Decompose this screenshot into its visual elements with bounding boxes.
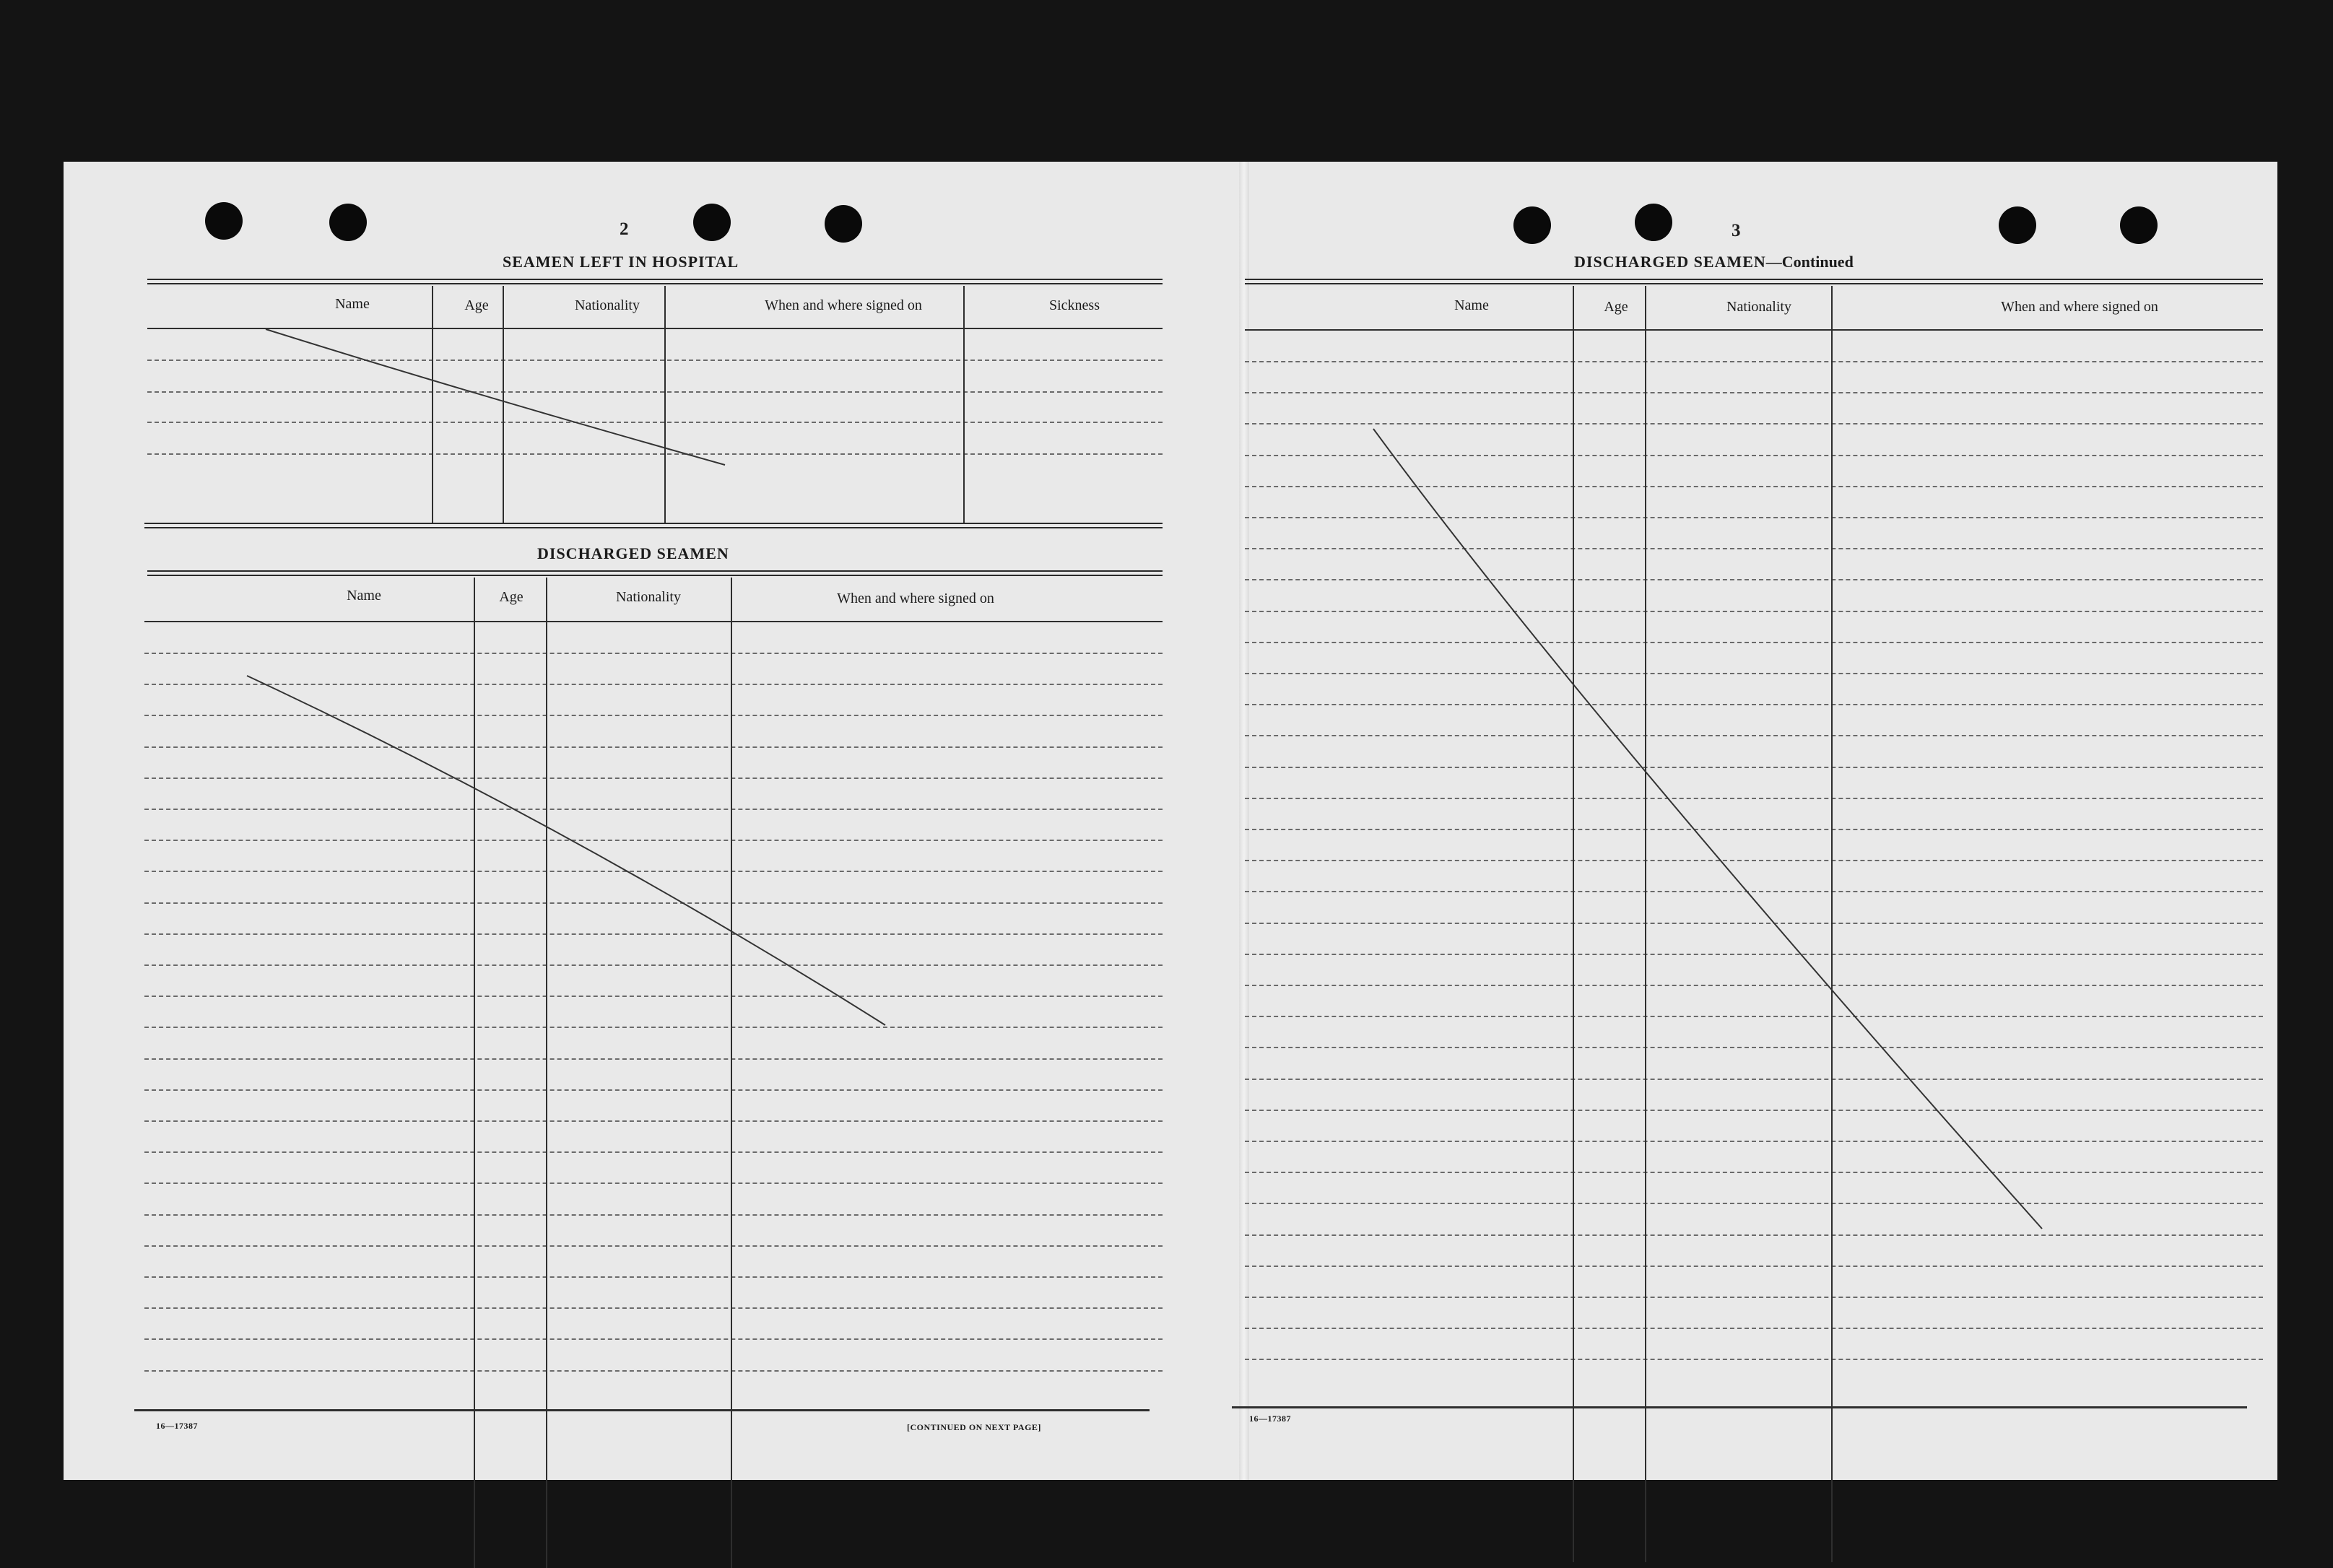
col-header-age: Age (464, 297, 489, 313)
document-sheet (64, 162, 2277, 1480)
right-cancel-stroke (1373, 429, 2042, 1229)
continued-suffix: —Continued (1765, 253, 1854, 271)
col-header-age: Age (499, 589, 523, 605)
col-header-signed-on: When and where signed on (837, 591, 994, 606)
form-code: 16—17387 (156, 1421, 198, 1431)
col-header-nationality: Nationality (616, 589, 681, 605)
col-header-nationality: Nationality (575, 297, 640, 313)
col-header-age: Age (1604, 299, 1628, 315)
form-code: 16—17387 (1249, 1414, 1291, 1424)
col-header-name: Name (347, 588, 381, 604)
discharged-section-title: DISCHARGED SEAMEN (537, 544, 729, 562)
col-header-sickness: Sickness (1049, 297, 1100, 313)
hospital-cancel-stroke (266, 329, 725, 465)
cancellation-strokes (64, 162, 2277, 1480)
hospital-section-title: SEAMEN LEFT IN HOSPITAL (503, 253, 739, 271)
col-header-signed-on: When and where signed on (2001, 299, 2158, 315)
col-header-name: Name (335, 296, 370, 312)
col-header-name: Name (1454, 297, 1489, 313)
page-number: 2 (620, 219, 629, 239)
col-header-nationality: Nationality (1726, 299, 1791, 315)
discharged-continued-title-text: DISCHARGED SEAMEN (1574, 253, 1766, 271)
page-number: 3 (1732, 221, 1741, 240)
col-header-signed-on: When and where signed on (765, 297, 922, 313)
discharged-cancel-stroke (247, 676, 885, 1025)
continued-note: [CONTINUED ON NEXT PAGE] (907, 1422, 1041, 1432)
